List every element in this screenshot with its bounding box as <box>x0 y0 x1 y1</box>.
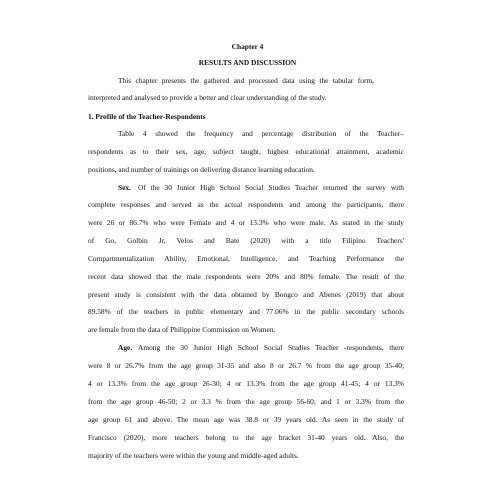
sex-paragraph-line-5: Compartmentalization Ability, Emotional, Intelligence, and Teaching Performance the <box>88 254 404 263</box>
age-label: Age. <box>118 343 133 352</box>
age-paragraph-line-5: age group 61 and above. The mean age was 38.8 or 39 years old. As seen in the study of <box>88 415 404 424</box>
chapter-label: Chapter 4 <box>231 42 264 51</box>
sex-paragraph-line-4: of Go, Golbin Jr, Velos and Bate (2020) with a title Filipino Teachers' <box>88 236 404 245</box>
intro-line-2: interpreted and analysed to provide a better and clear understanding of the study. <box>88 93 327 102</box>
table-paragraph-line-3: positions, and number of trainings on delivering distance learning education. <box>88 165 315 174</box>
sex-paragraph-line-8: 89.58% of the teachers in public elementary and 77.06% in the public secondary schools <box>88 307 404 316</box>
chapter-title: RESULTS AND DISCUSSION <box>198 58 297 67</box>
section-heading: 1. Profile of the Teacher-Respondents <box>88 112 206 121</box>
sex-paragraph-line-1: Of the 30 Junior High School Social Studies Teacher returned the survey with <box>138 183 404 192</box>
table-paragraph-line-1: Table 4 showed the frequency and percentage distribution of the Teacher– <box>118 129 404 138</box>
sex-paragraph-line-3: were 26 or 86.7% who were Female and 4 or 13.3% who were male. As stated in the study <box>88 218 404 227</box>
sex-label: Sex. <box>118 183 131 192</box>
age-paragraph-line-2: were 8 or 26.7% from the age group 31-35 and also 8 or 26.7 % from the age group 35-40; <box>88 361 404 370</box>
sex-paragraph-line-6: recent data showed that the male respondents were 20% and 80% female. The result of the <box>88 272 404 281</box>
age-paragraph-line-7: majority of the teachers were within the young and middle-aged adults. <box>88 451 299 460</box>
age-paragraph-line-4: from the age group 46-50; 2 or 3.3 % from the age group 56-60; and 1 or 3.3% from the <box>88 397 404 406</box>
intro-line-1: This chapter presents the gathered and processed data using the tabular form, <box>118 76 374 85</box>
sex-paragraph-line-2: complete responses and served as the actual respondents and among the participants, there <box>88 200 404 209</box>
sex-paragraph-line-9: are female from the data of Philippine Commission on Women. <box>88 325 276 334</box>
table-paragraph-line-2: respondents as to their sex, age, subject taught, highest educational attainment, academic <box>88 147 404 156</box>
age-paragraph-line-1: Among the 30 Junior High School Social Studies Teacher -respondents, there <box>138 343 404 352</box>
age-paragraph-line-6: Francisco (2020), more teachers belong to the age bracket 31-40 years old. Also, the <box>88 433 404 442</box>
age-paragraph-line-3: 4 or 13.3% from the age group 26-30; 4 or 13.3% from the age group 41-45; 4 or 13.3% <box>88 379 404 388</box>
sex-paragraph-line-7: present study is consistent with the data obtained by Bongco and Abenes (2019) that about <box>88 290 404 299</box>
